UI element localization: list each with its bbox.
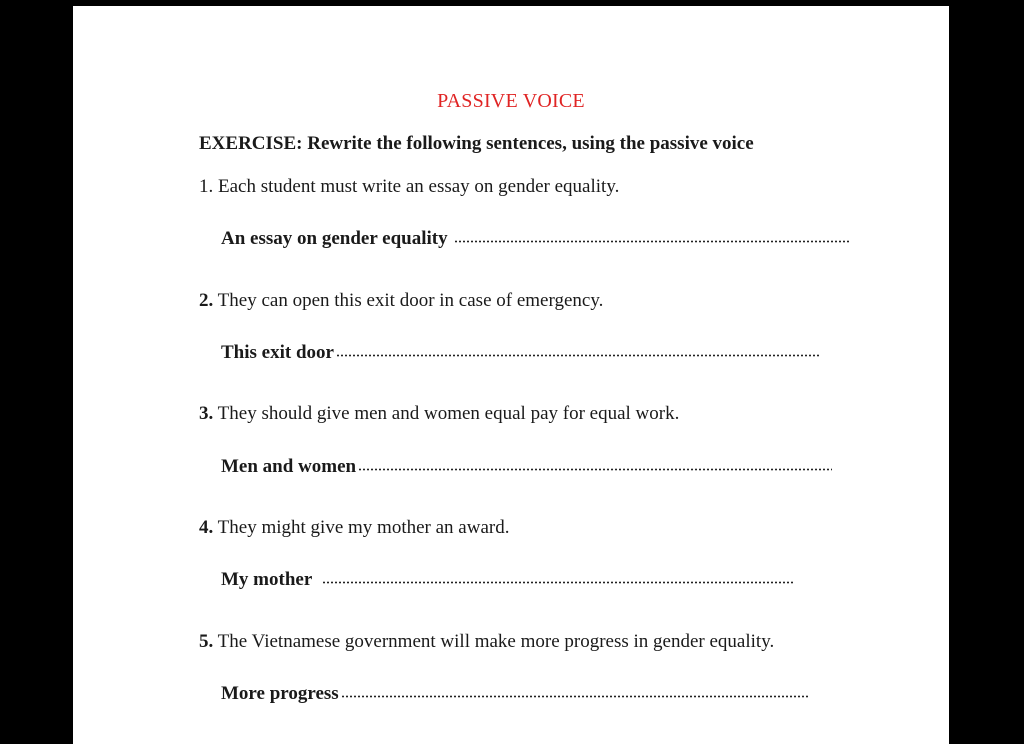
answer-line-5[interactable] [221, 683, 809, 705]
question-3 [199, 403, 679, 425]
answer-prompt: More progress [221, 683, 339, 704]
answer-line-3[interactable] [221, 456, 832, 478]
question-2 [199, 290, 603, 312]
answer-blank[interactable] [358, 468, 832, 471]
answer-line-4[interactable] [221, 569, 794, 591]
answer-prompt: Men and women [221, 456, 357, 477]
question-number: 1. [199, 176, 214, 197]
question-number: 5. [199, 631, 214, 652]
question-number: 4. [199, 517, 214, 538]
question-1 [199, 176, 619, 198]
answer-prompt: My mother [221, 569, 313, 590]
question-5 [199, 631, 774, 653]
question-sentence: They might give my mother an award. [217, 517, 510, 538]
question-sentence: They can open this exit door in case of emergency. [217, 290, 604, 311]
worksheet-page [73, 6, 949, 744]
question-number: 2. [199, 290, 214, 311]
answer-blank[interactable] [336, 354, 820, 357]
exercise-instruction: EXERCISE: Rewrite the following sentences, using the passive voice [199, 133, 754, 154]
answer-blank[interactable] [454, 240, 849, 243]
answer-blank[interactable] [322, 581, 794, 584]
answer-line-1[interactable] [221, 228, 849, 250]
question-sentence: Each student must write an essay on gender equality. [218, 176, 620, 197]
answer-line-2[interactable] [221, 342, 820, 364]
question-sentence: The Vietnamese government will make more progress in gender equality. [217, 631, 775, 652]
worksheet-title: PASSIVE VOICE [437, 90, 585, 112]
question-sentence: They should give men and women equal pay for equal work. [217, 403, 680, 424]
question-number: 3. [199, 403, 214, 424]
answer-prompt: An essay on gender equality [221, 228, 448, 249]
answer-blank[interactable] [341, 695, 809, 698]
question-4 [199, 517, 509, 539]
answer-prompt: This exit door [221, 342, 334, 363]
